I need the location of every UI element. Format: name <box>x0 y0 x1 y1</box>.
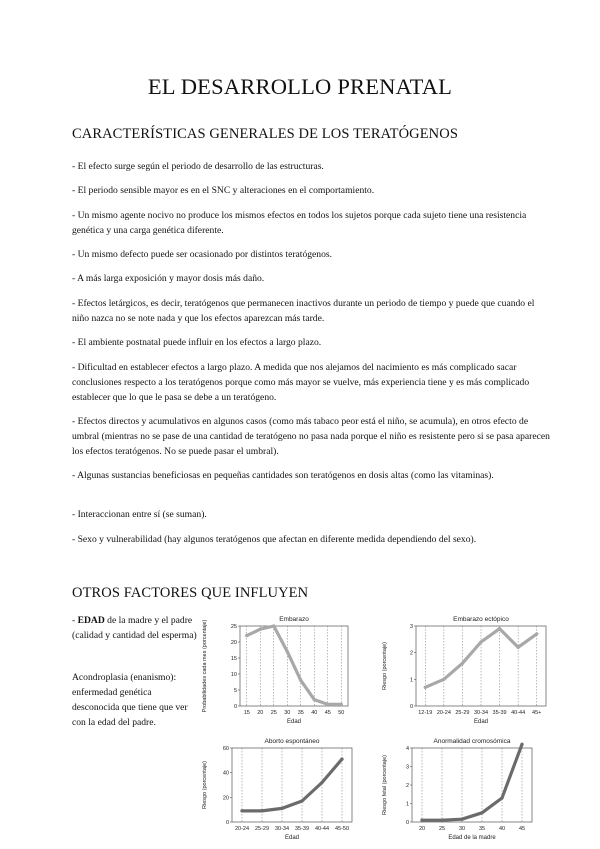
x-tick-label: 30 <box>284 710 291 716</box>
data-point <box>479 640 482 643</box>
section-heading-teratogenos: CARACTERÍSTICAS GENERALES DE LOS TERATÓGENOS <box>72 126 458 142</box>
x-tick-label: 25-29 <box>455 710 470 716</box>
x-tick-label: 35 <box>478 826 486 832</box>
x-tick-label: 30-34 <box>473 710 489 716</box>
x-tick-label: 15 <box>243 710 250 716</box>
data-point <box>245 634 248 637</box>
y-tick-label: 3 <box>405 764 409 771</box>
y-tick-label: 25 <box>230 624 237 630</box>
list-item: - Efectos letárgicos, es decir, teratógenos que permanecen inactivos durante un periodo de tiempo y puede que cuando el niño nazca no se note nada y que los efectos aparezcan más tarde. <box>72 298 535 324</box>
x-tick-label: 45 <box>518 826 526 832</box>
data-point <box>460 818 463 821</box>
x-tick-label: 40-44 <box>314 826 330 832</box>
data-point <box>442 678 445 681</box>
edad-paragraph <box>72 613 200 643</box>
x-tick-label: 20-24 <box>234 826 250 832</box>
data-point <box>313 698 316 701</box>
data-point <box>500 796 503 799</box>
chart-aborto-espontaneo <box>198 734 358 849</box>
chart-embarazo <box>198 612 354 735</box>
x-tick-label: 25 <box>438 826 446 832</box>
x-tick-label: 30 <box>458 826 466 832</box>
data-point <box>260 809 263 812</box>
x-tick-label: 40 <box>498 826 506 832</box>
edad-prefix: - <box>72 615 78 626</box>
y-tick-label: 0 <box>409 704 413 710</box>
series-line <box>425 629 536 688</box>
y-axis-label: Riesgo (porcentaje) <box>382 642 388 690</box>
chart-title: Aborto espontáneo <box>264 738 320 745</box>
x-tick-label: 25 <box>270 710 277 716</box>
y-tick-label: 0 <box>233 704 237 710</box>
data-point <box>300 799 303 802</box>
y-axis-label: Probabilidades cada mes (porcentaje) <box>202 619 208 713</box>
x-axis-label: Edad <box>284 835 300 841</box>
data-point <box>517 646 520 649</box>
list-item: - Sexo y vulnerabilidad (hay algunos teratógenos que afectan en diferente medida dependiendo del sexo). <box>72 534 477 545</box>
data-point <box>272 624 275 627</box>
y-tick-label: 0 <box>405 820 409 826</box>
list-item: - Efectos directos y acumulativos en algunos casos (como más tabaco peor está el niño, se acumula), en otros efecto de umbral (mientras no se pase de una cantidad de teratógeno no pasa nada porque el niño es resistente pero si se pasa aparecen los efectos teratógenos. No se puede pasar el umbral). <box>72 416 550 457</box>
y-tick-label: 15 <box>230 656 237 662</box>
series-line <box>247 626 341 704</box>
y-tick-label: 3 <box>409 624 413 630</box>
y-tick-label: 5 <box>233 688 237 694</box>
data-point <box>480 811 483 814</box>
data-point <box>299 679 302 682</box>
list-item: - Un mismo defecto puede ser ocasionado por distintos teratógenos. <box>72 249 333 260</box>
page-title: EL DESARROLLO PRENATAL <box>147 74 453 99</box>
x-tick-label: 20-24 <box>436 710 451 716</box>
y-tick-label: 0 <box>225 820 229 826</box>
chart-embarazo-ectopico <box>378 612 550 735</box>
list-item: - Interaccionan entre sí (se suman). <box>72 509 207 520</box>
data-point <box>424 686 427 689</box>
list-item: - Un mismo agente nocivo no produce los mismos efectos en todos los sujetos porque cada sujeto tiene una resistencia genética y una carga genética diferente. <box>72 210 527 236</box>
y-tick-label: 10 <box>230 672 237 678</box>
y-tick-label: 60 <box>222 746 229 752</box>
y-tick-label: 1 <box>409 677 413 684</box>
list-item: - Dificultad en establecer efectos a largo plazo. A medida que nos alejamos del nacimiento es más complicado sacar conclusiones respecto a los teratógenos porque como más mayor se vuelve, más experiencia tiene y es más complicado establecer que lo que le pasa se debe a un teratógeno. <box>72 362 530 403</box>
data-point <box>259 628 262 631</box>
x-tick-label: 45+ <box>532 710 542 716</box>
x-axis-label: Edad <box>286 719 302 725</box>
data-point <box>498 627 501 630</box>
list-item: - El efecto surge según el periodo de desarrollo de las estructuras. <box>72 161 324 172</box>
series-line <box>422 744 522 820</box>
chart-title: Embarazo <box>279 616 309 623</box>
data-point <box>320 781 323 784</box>
x-tick-label: 20 <box>257 710 264 716</box>
y-tick-label: 2 <box>405 783 409 789</box>
list-item: - El periodo sensible mayor es en el SNC y alteraciones en el comportamiento. <box>72 185 375 196</box>
list-item: - El ambiente postnatal puede influir en los efectos a largo plazo. <box>72 337 322 348</box>
section-heading-factores: OTROS FACTORES QUE INFLUYEN <box>72 585 309 601</box>
data-point <box>240 809 243 812</box>
x-tick-label: 45-50 <box>334 826 350 832</box>
data-point <box>440 819 443 822</box>
x-tick-label: 12-19 <box>418 710 433 716</box>
data-point <box>326 703 329 706</box>
plot-frame <box>412 748 532 822</box>
list-item: - Algunas sustancias beneficiosas en pequeñas cantidades son teratógenos en dosis altas (como las vitaminas). <box>72 470 494 481</box>
y-axis-label: Riesgo (porcentaje) <box>202 761 208 809</box>
data-point <box>535 632 538 635</box>
data-point <box>340 703 343 706</box>
x-axis-label: Edad de la madre <box>448 835 496 841</box>
y-tick-label: 40 <box>222 770 229 777</box>
edad-label: EDAD <box>77 615 105 626</box>
x-tick-label: 35 <box>297 710 304 716</box>
series-line <box>242 759 342 811</box>
edad-text: de la madre y el padre (calidad y cantidad del esperma) <box>72 615 197 641</box>
list-item: - A más larga exposición y mayor dosis más daño. <box>72 273 265 284</box>
data-point <box>280 807 283 810</box>
chart-title: Embarazo ectópico <box>453 616 509 623</box>
chart-title: Anormalidad cromosómica <box>433 738 511 745</box>
y-tick-label: 1 <box>405 801 409 808</box>
y-tick-label: 4 <box>405 746 409 752</box>
x-tick-label: 35-39 <box>294 826 310 832</box>
x-tick-label: 50 <box>338 710 345 716</box>
chart-anormalidad-cromosomica <box>378 734 538 849</box>
x-tick-label: 30-34 <box>274 826 290 832</box>
x-tick-label: 20 <box>418 826 426 832</box>
x-tick-label: 25-29 <box>254 826 270 832</box>
data-point <box>420 819 423 822</box>
x-tick-label: 45 <box>324 710 331 716</box>
acondroplasia-paragraph: Acondroplasia (enanismo): enfermedad genética desconocida que tiene que ver con la edad del padre. <box>72 672 188 728</box>
data-point <box>520 743 523 746</box>
y-tick-label: 20 <box>230 640 237 646</box>
data-point <box>340 758 343 761</box>
x-tick-label: 40-44 <box>511 710 526 716</box>
x-tick-label: 35-39 <box>492 710 507 716</box>
y-tick-label: 20 <box>222 795 229 802</box>
y-tick-label: 2 <box>409 650 413 657</box>
x-tick-label: 40 <box>311 710 318 716</box>
data-point <box>286 650 289 653</box>
x-axis-label: Edad <box>473 719 489 725</box>
data-point <box>461 662 464 665</box>
y-axis-label: Riesgo fetal (porcentaje) <box>382 755 388 815</box>
